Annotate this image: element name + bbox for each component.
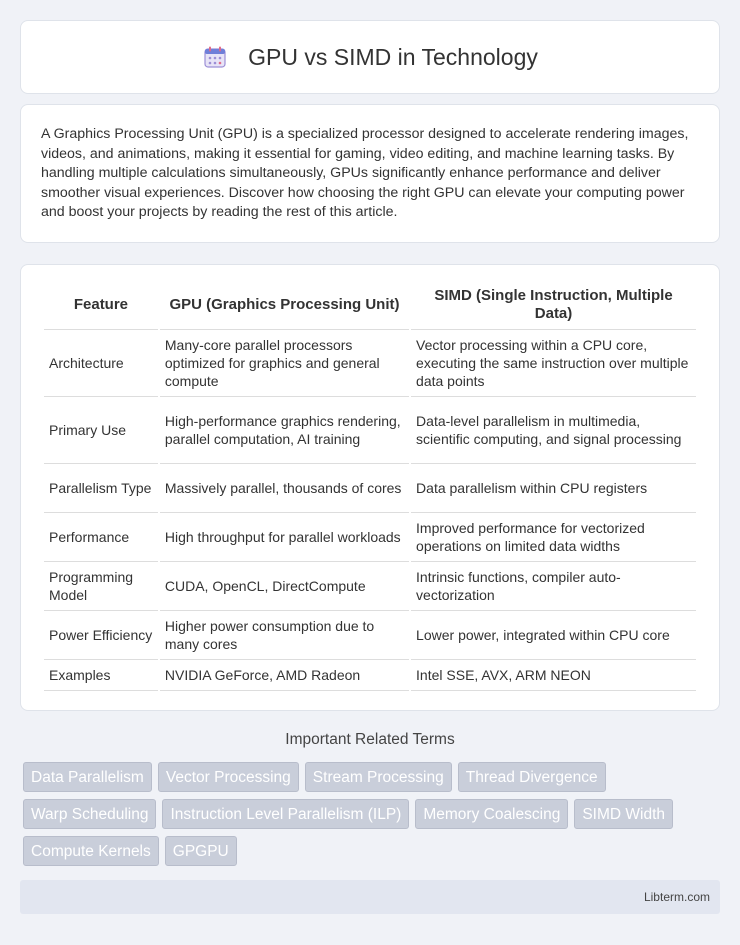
table-row: [44, 611, 696, 660]
related-term-tag[interactable]: Memory Coalescing: [415, 799, 568, 829]
table-cell: Many-core parallel processors optimized for graphics and general compute: [160, 330, 409, 397]
table-row: [44, 397, 696, 464]
related-term-tag[interactable]: Stream Processing: [305, 762, 452, 792]
table-cell: Power Efficiency: [44, 611, 158, 660]
intro-text: A Graphics Processing Unit (GPU) is a specialized processor designed to accelerate rendering images, videos, and animations, making it essential for gaming, video editing, and machine learning tasks. By handling multiple calculations simultaneously, GPUs significantly enhance performance and deliver smoother visual experiences. Discover how choosing the right GPU can elevate your computing power and boost your projects by reading the rest of this article.: [41, 126, 689, 221]
table-cell: Examples: [44, 660, 158, 691]
related-term-tag[interactable]: Warp Scheduling: [23, 799, 156, 829]
column-header: GPU (Graphics Processing Unit): [160, 281, 409, 330]
table-cell: Parallelism Type: [44, 464, 158, 513]
table-cell: Intrinsic functions, compiler auto-vectorization: [411, 562, 696, 611]
table-cell: NVIDIA GeForce, AMD Radeon: [160, 660, 409, 691]
footer: [20, 880, 720, 914]
header-card: [20, 20, 720, 94]
table-cell: Performance: [44, 513, 158, 562]
table-cell: High-performance graphics rendering, parallel computation, AI training: [160, 397, 409, 464]
table-cell: Intel SSE, AVX, ARM NEON: [411, 660, 696, 691]
column-header: SIMD (Single Instruction, Multiple Data): [411, 281, 696, 330]
related-term-tag[interactable]: Thread Divergence: [458, 762, 606, 792]
related-term-tag[interactable]: Compute Kernels: [23, 836, 159, 866]
table-cell: Data-level parallelism in multimedia, scientific computing, and signal processing: [411, 397, 696, 464]
table-cell: Improved performance for vectorized operations on limited data widths: [411, 513, 696, 562]
table-cell: Higher power consumption due to many cores: [160, 611, 409, 660]
related-term-tag[interactable]: Data Parallelism: [23, 762, 152, 792]
table-cell: Programming Model: [44, 562, 158, 611]
related-terms-list: [23, 762, 723, 866]
page-title: GPU vs SIMD in Technology: [248, 43, 538, 70]
table-cell: Lower power, integrated within CPU core: [411, 611, 696, 660]
table-cell: Vector processing within a CPU core, executing the same instruction over multiple data points: [411, 330, 696, 397]
table-cell: CUDA, OpenCL, DirectCompute: [160, 562, 409, 611]
table-row: [44, 513, 696, 562]
table-cell: Data parallelism within CPU registers: [411, 464, 696, 513]
table-cell: Architecture: [44, 330, 158, 397]
column-header: Feature: [44, 281, 158, 330]
footer-site-link[interactable]: Libterm.com: [643, 890, 710, 904]
table-cell: Primary Use: [44, 397, 158, 464]
table-header-row: [44, 281, 696, 330]
related-term-tag[interactable]: SIMD Width: [574, 799, 673, 829]
related-terms-title: Important Related Terms: [285, 731, 455, 748]
table-row: [44, 464, 696, 513]
comparison-table: [42, 281, 698, 691]
intro-card: [20, 104, 720, 243]
table-row: [44, 330, 696, 397]
table-row: [44, 660, 696, 691]
table-row: [44, 562, 696, 611]
table-cell: Massively parallel, thousands of cores: [160, 464, 409, 513]
table-cell: High throughput for parallel workloads: [160, 513, 409, 562]
comparison-table-card: [20, 264, 720, 711]
related-term-tag[interactable]: GPGPU: [165, 836, 237, 866]
calendar-icon: [202, 44, 228, 70]
related-term-tag[interactable]: Instruction Level Parallelism (ILP): [162, 799, 409, 829]
related-term-tag[interactable]: Vector Processing: [158, 762, 299, 792]
